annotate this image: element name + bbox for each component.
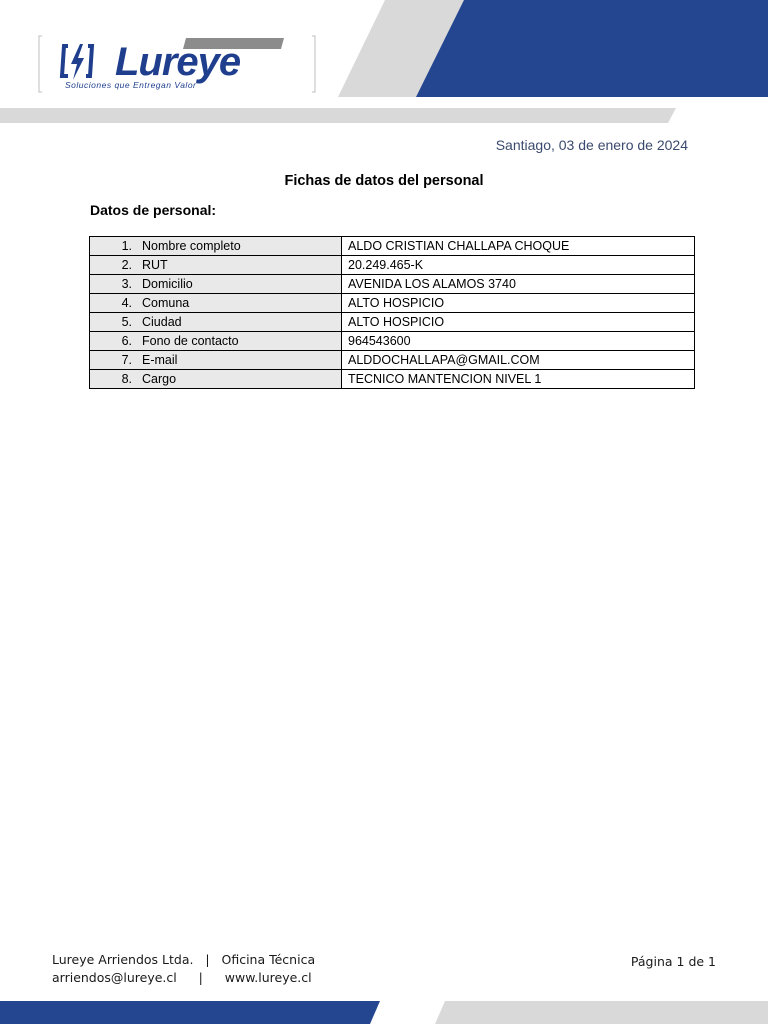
- table-row: [90, 294, 695, 313]
- field-value: TECNICO MANTENCION NIVEL 1: [342, 370, 695, 389]
- table-row: [90, 275, 695, 294]
- footer-email[interactable]: arriendos@lureye.cl: [52, 970, 177, 985]
- field-label: Nombre completo: [142, 239, 241, 253]
- field-label-cell: [90, 370, 342, 389]
- field-value: ALTO HOSPICIO: [342, 294, 695, 313]
- field-label-cell: [90, 313, 342, 332]
- field-number: 1.: [121, 239, 132, 253]
- page-number: Página 1 de 1: [630, 954, 716, 969]
- field-number: 8.: [121, 372, 132, 386]
- header-blue-band: [416, 0, 768, 97]
- footer-gray-band: [435, 1001, 768, 1024]
- field-label: Ciudad: [142, 315, 182, 329]
- field-label: Domicilio: [142, 277, 193, 291]
- table-row: [90, 237, 695, 256]
- footer-website[interactable]: www.lureye.cl: [224, 970, 312, 985]
- field-label: RUT: [142, 258, 168, 272]
- field-label: Fono de contacto: [142, 334, 239, 348]
- field-number: 2.: [121, 258, 132, 272]
- footer-company: Lureye Arriendos Ltda.: [52, 952, 194, 967]
- field-value: ALTO HOSPICIO: [342, 313, 695, 332]
- field-label-cell: [90, 256, 342, 275]
- field-number: 7.: [121, 353, 132, 367]
- footer-separator: |: [205, 952, 210, 967]
- field-number: 6.: [121, 334, 132, 348]
- field-label-cell: [90, 275, 342, 294]
- field-label: Cargo: [142, 372, 177, 386]
- brand-tagline: Soluciones que Entregan Valor: [65, 80, 197, 90]
- field-value: ALDDOCHALLAPA@GMAIL.COM: [342, 351, 695, 370]
- document-title: Fichas de datos del personal: [284, 173, 484, 189]
- footer-line-1: [52, 951, 315, 969]
- field-value: 20.249.465-K: [342, 256, 695, 275]
- date-line: Santiago, 03 de enero de 2024: [495, 137, 688, 153]
- field-value: ALDO CRISTIAN CHALLAPA CHOQUE: [342, 237, 695, 256]
- field-label-cell: [90, 351, 342, 370]
- field-number: 4.: [121, 296, 132, 310]
- field-value: 964543600: [342, 332, 695, 351]
- table-row: [90, 313, 695, 332]
- field-value: AVENIDA LOS ALAMOS 3740: [342, 275, 695, 294]
- brand-subtitle: ARRIENDOS: [235, 73, 307, 82]
- table-row: [90, 351, 695, 370]
- field-label: E-mail: [142, 353, 178, 367]
- table-row: [90, 370, 695, 389]
- field-number: 3.: [121, 277, 132, 291]
- field-label-cell: [90, 332, 342, 351]
- personal-data-table: [89, 236, 695, 389]
- header-gray-stripe: [0, 108, 676, 123]
- field-label-cell: [90, 237, 342, 256]
- footer-separator: |: [198, 970, 203, 985]
- lightning-bolt-icon: [62, 44, 92, 80]
- field-label: Comuna: [142, 296, 190, 310]
- table-row: [90, 256, 695, 275]
- table-row: [90, 332, 695, 351]
- footer-banner: [0, 996, 768, 1024]
- field-number: 5.: [121, 315, 132, 329]
- footer-line-2: [52, 969, 315, 987]
- footer-contact: [52, 951, 315, 987]
- section-title: Datos de personal:: [90, 202, 217, 218]
- footer-blue-band: [0, 1001, 380, 1024]
- footer-office: Oficina Técnica: [221, 952, 316, 967]
- field-label-cell: [90, 294, 342, 313]
- brand-name: Lureye: [115, 40, 241, 84]
